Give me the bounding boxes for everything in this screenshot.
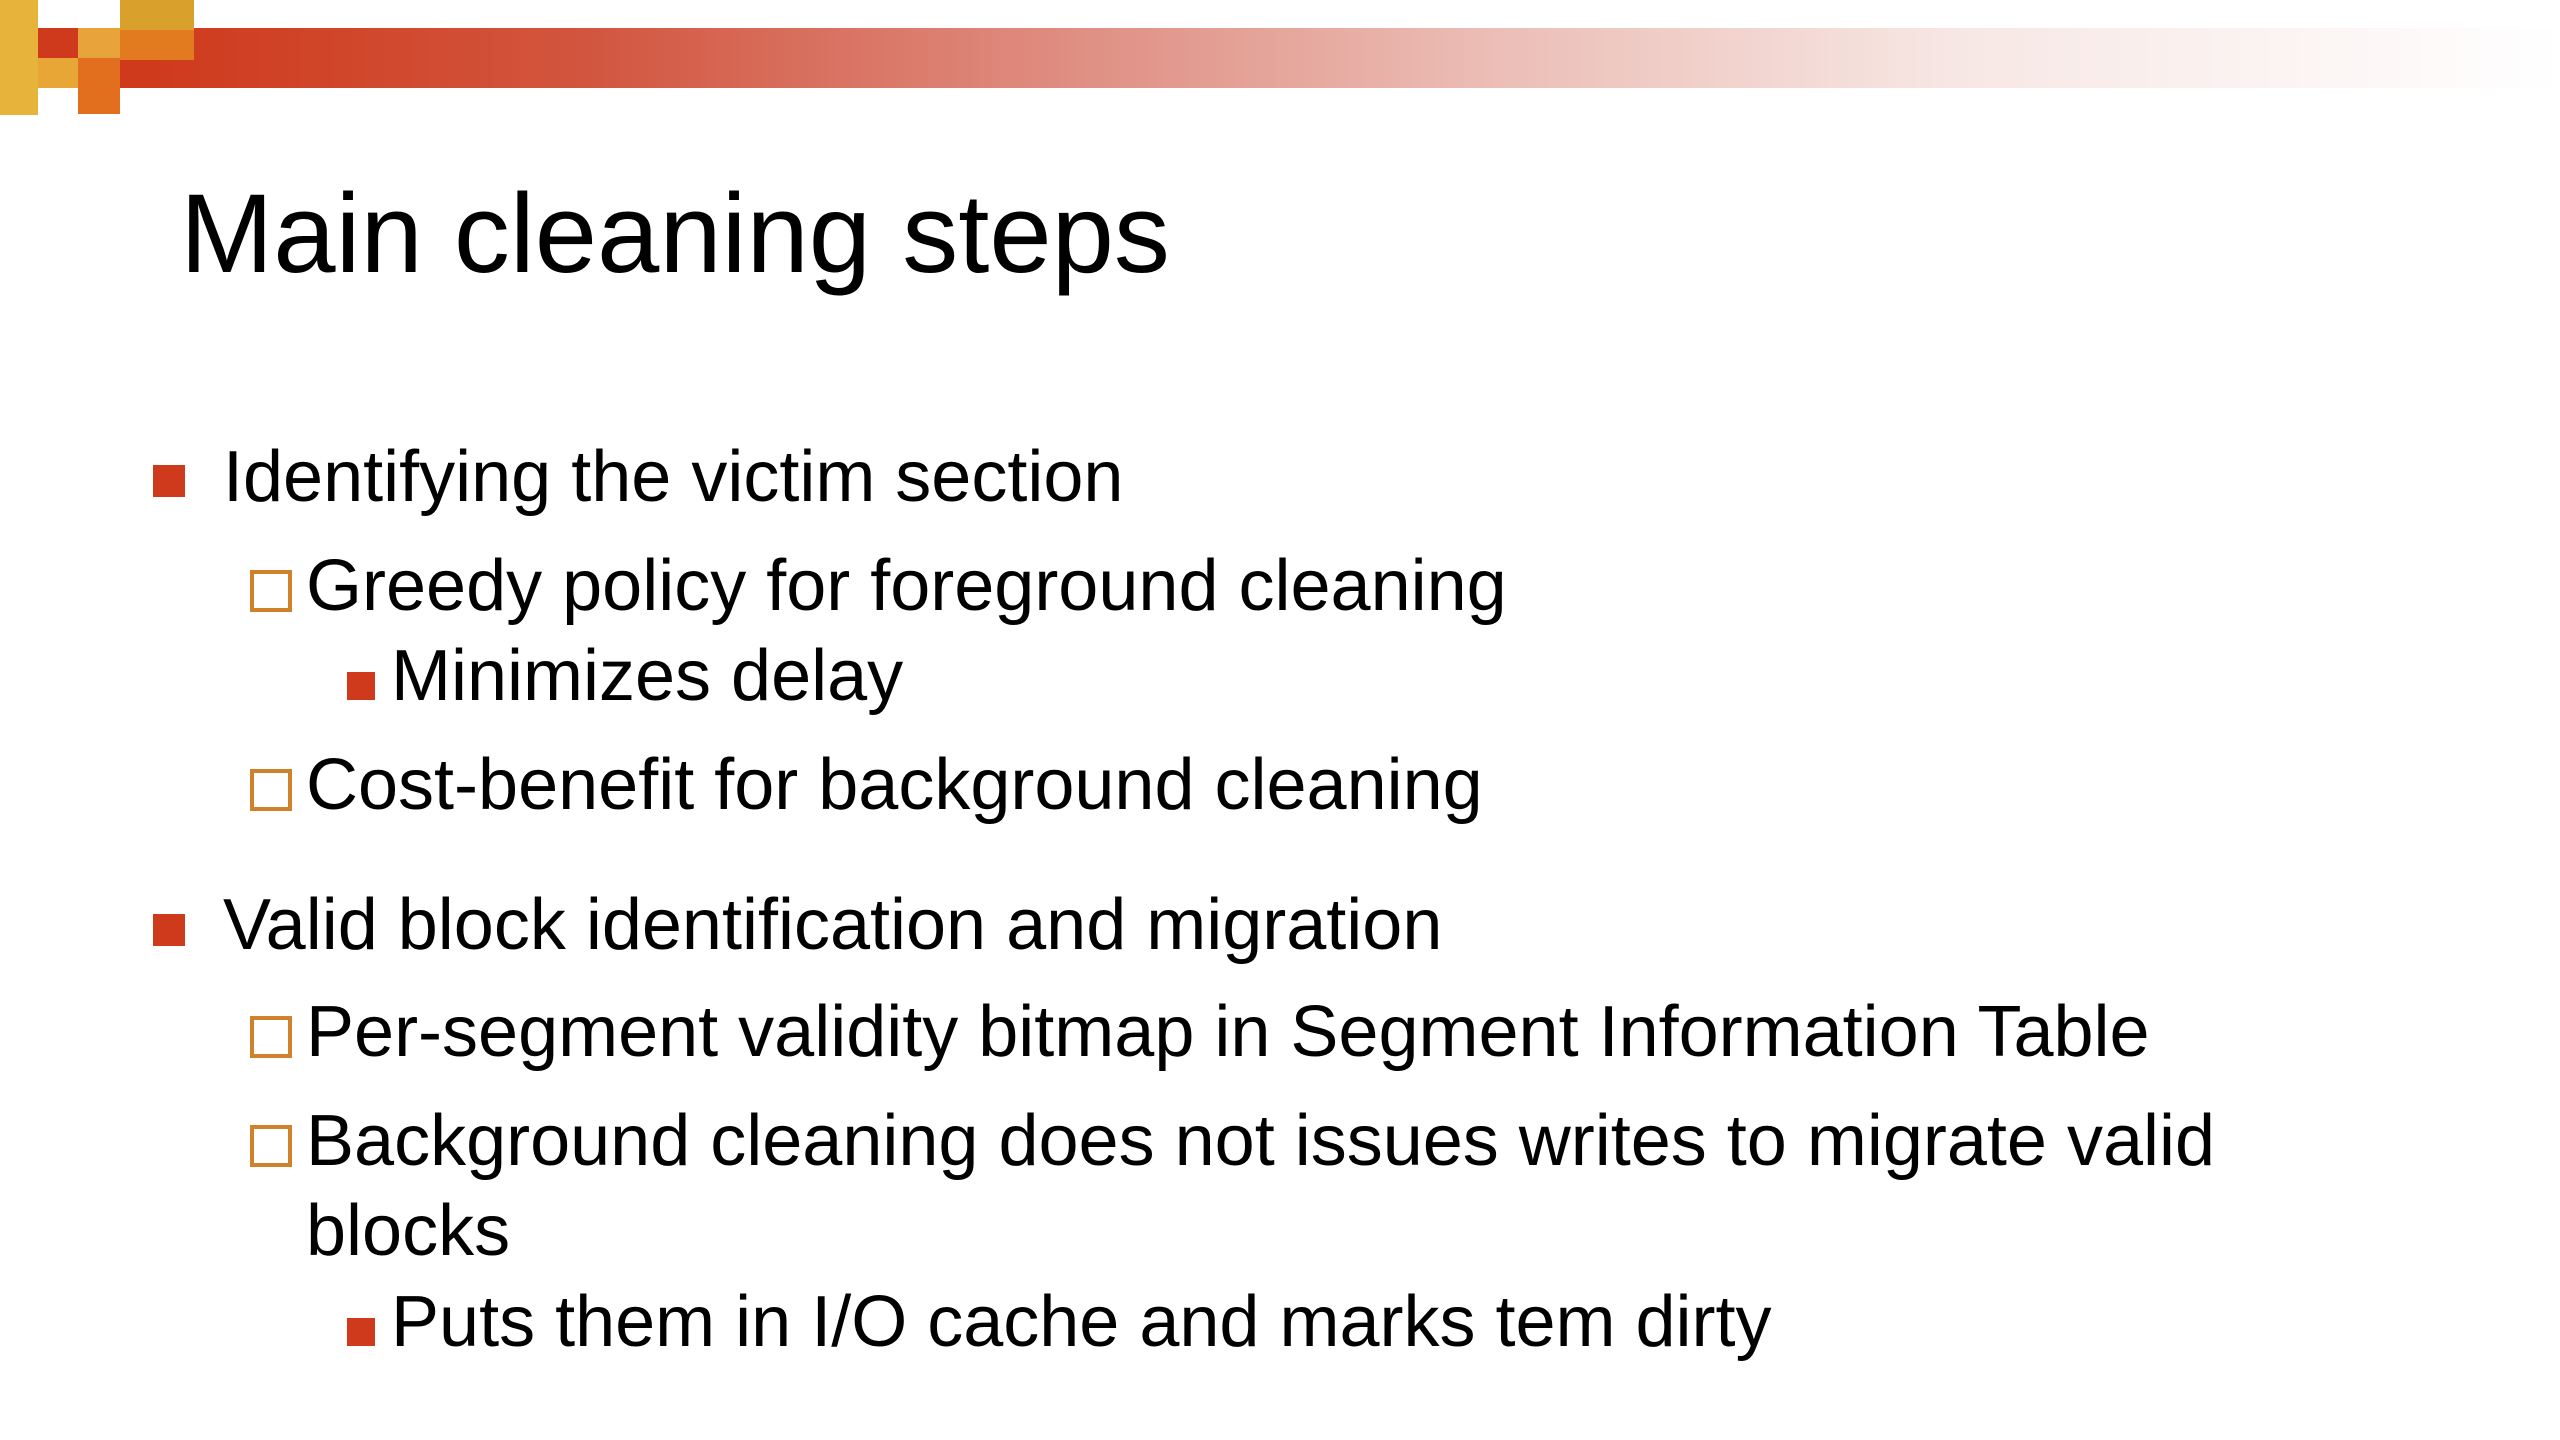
header-gradient-band xyxy=(150,28,2560,88)
hollow-square-bullet-icon xyxy=(250,570,292,612)
bullet-level3: Puts them in I/O cache and marks tem dirty xyxy=(391,1282,1772,1362)
bullet-level1: Valid block identification and migration xyxy=(223,885,1443,965)
square-bullet-icon xyxy=(153,465,185,497)
hollow-square-bullet-icon xyxy=(250,1125,292,1167)
bullet-level2-continuation: blocks xyxy=(306,1191,511,1271)
square-bullet-icon xyxy=(347,1318,375,1346)
bullet-level2: Background cleaning does not issues writes to migrate valid xyxy=(306,1101,2216,1181)
decor-square xyxy=(120,30,194,60)
decor-square xyxy=(38,58,78,88)
hollow-square-bullet-icon xyxy=(250,769,292,811)
decor-square xyxy=(0,0,38,115)
decor-square xyxy=(120,0,194,30)
decor-square xyxy=(78,58,120,114)
square-bullet-icon xyxy=(347,672,375,700)
decor-square xyxy=(120,60,150,88)
square-bullet-icon xyxy=(153,914,185,946)
slide-title: Main cleaning steps xyxy=(180,171,1170,296)
bullet-level3: Minimizes delay xyxy=(391,636,904,716)
bullet-level1: Identifying the victim section xyxy=(223,437,1124,517)
hollow-square-bullet-icon xyxy=(250,1016,292,1058)
decor-square xyxy=(38,28,78,58)
bullet-level2: Cost-benefit for background cleaning xyxy=(306,745,1483,825)
decor-square xyxy=(78,28,120,58)
bullet-level2: Greedy policy for foreground cleaning xyxy=(306,546,1507,626)
bullet-level2: Per-segment validity bitmap in Segment Information Table xyxy=(306,992,2150,1072)
